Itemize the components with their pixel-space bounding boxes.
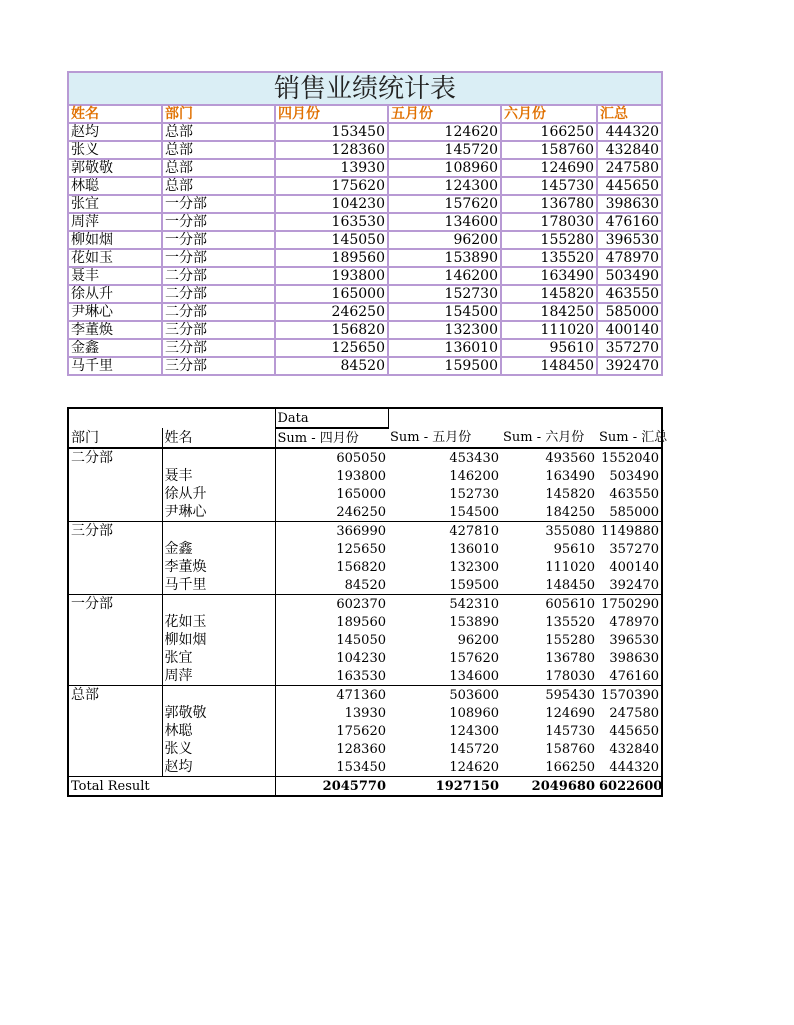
number-cell[interactable]: 193800 <box>275 467 388 485</box>
number-cell[interactable]: 145730 <box>501 177 597 195</box>
number-cell[interactable]: 136780 <box>501 195 597 213</box>
text-cell[interactable]: 张义 <box>68 141 162 159</box>
subtotal-cell[interactable]: 493560 <box>545 450 595 466</box>
number-cell[interactable]: 159500 <box>388 357 501 375</box>
number-cell[interactable]: 153890 <box>449 614 499 630</box>
blank-cell[interactable] <box>68 467 162 485</box>
name-cell[interactable]: 花如玉 <box>162 613 275 631</box>
text-cell[interactable]: 三分部 <box>162 321 275 339</box>
blank-cell[interactable] <box>68 740 162 758</box>
number-cell[interactable]: 128360 <box>275 740 388 758</box>
number-cell[interactable]: 145730 <box>545 723 595 739</box>
grand-total-cell[interactable]: 2045770 <box>275 777 388 797</box>
number-cell[interactable]: 444320 <box>609 759 660 775</box>
column-header[interactable]: 五月份 <box>388 105 501 123</box>
number-cell[interactable]: 148450 <box>545 577 595 593</box>
number-cell[interactable]: 145820 <box>501 285 597 303</box>
subtotal-cell[interactable]: 1149880 <box>597 522 662 541</box>
number-cell[interactable]: 124300 <box>449 723 499 739</box>
name-cell[interactable]: 柳如烟 <box>162 631 275 649</box>
text-cell[interactable]: 金鑫 <box>68 339 162 357</box>
subtotal-cell[interactable]: 1552040 <box>601 450 660 466</box>
number-cell[interactable]: 153450 <box>275 758 388 777</box>
name-cell[interactable]: 林聪 <box>162 722 275 740</box>
number-cell[interactable]: 155280 <box>545 632 595 648</box>
number-cell[interactable]: 104230 <box>275 649 388 667</box>
pivot-item-row <box>68 631 662 649</box>
number-cell[interactable]: 148450 <box>501 357 597 375</box>
text-cell[interactable]: 聂丰 <box>68 267 162 285</box>
pivot-column-header[interactable]: Sum - 六月份 <box>501 428 597 448</box>
number-cell[interactable]: 158760 <box>501 141 597 159</box>
name-cell[interactable]: 徐从升 <box>162 485 275 503</box>
number-cell[interactable]: 95610 <box>501 339 597 357</box>
name-cell[interactable]: 郭敬敬 <box>162 704 275 722</box>
number-cell[interactable]: 585000 <box>597 303 662 321</box>
column-header[interactable]: 汇总 <box>597 105 662 123</box>
pivot-item-row <box>68 613 662 631</box>
name-cell[interactable]: 周萍 <box>162 667 275 686</box>
subtotal-cell[interactable]: 1750290 <box>597 595 662 614</box>
blank-cell[interactable] <box>68 613 162 631</box>
text-cell[interactable]: 一分部 <box>162 249 275 267</box>
name-cell[interactable]: 金鑫 <box>162 540 275 558</box>
number-cell[interactable]: 132300 <box>449 559 499 575</box>
column-header[interactable]: 六月份 <box>501 105 597 123</box>
number-cell[interactable]: 145050 <box>275 631 388 649</box>
number-cell[interactable]: 165000 <box>275 285 388 303</box>
pivot-data-row <box>68 408 662 428</box>
text-cell[interactable]: 二分部 <box>162 303 275 321</box>
number-cell[interactable]: 392470 <box>597 357 662 375</box>
number-cell[interactable]: 398630 <box>609 650 660 666</box>
table-row <box>68 123 662 141</box>
number-cell[interactable]: 13930 <box>275 704 388 722</box>
number-cell[interactable]: 178030 <box>501 213 597 231</box>
number-cell[interactable]: 136010 <box>388 339 501 357</box>
text-cell[interactable]: 一分部 <box>162 213 275 231</box>
blank-cell[interactable] <box>68 558 162 576</box>
number-cell[interactable]: 178030 <box>545 668 595 684</box>
blank-cell[interactable] <box>162 448 275 467</box>
number-cell[interactable]: 400140 <box>597 321 662 339</box>
number-cell[interactable]: 247580 <box>609 705 660 721</box>
number-cell[interactable]: 157620 <box>388 195 501 213</box>
sales-table <box>67 71 663 376</box>
number-cell[interactable]: 152730 <box>388 285 501 303</box>
number-cell[interactable]: 156820 <box>275 321 388 339</box>
number-cell[interactable]: 153450 <box>275 123 388 141</box>
pivot-group-row <box>68 522 662 541</box>
subtotal-cell[interactable]: 503600 <box>388 686 501 705</box>
text-cell[interactable]: 总部 <box>162 141 275 159</box>
text-cell[interactable]: 总部 <box>162 159 275 177</box>
table-row <box>68 339 662 357</box>
number-cell[interactable]: 153890 <box>388 249 501 267</box>
pivot-item-row <box>68 485 662 503</box>
number-cell[interactable]: 145720 <box>449 741 499 757</box>
number-cell[interactable]: 128360 <box>275 141 388 159</box>
text-cell[interactable]: 三分部 <box>162 357 275 375</box>
number-cell[interactable]: 432840 <box>609 741 660 757</box>
number-cell[interactable]: 145720 <box>388 141 501 159</box>
text-cell[interactable]: 二分部 <box>162 267 275 285</box>
number-cell[interactable]: 96200 <box>457 632 499 648</box>
blank-cell[interactable] <box>68 649 162 667</box>
blank-cell[interactable] <box>68 540 162 558</box>
pivot-column-header[interactable]: Sum - 五月份 <box>388 428 501 448</box>
pivot-item-row <box>68 758 662 777</box>
name-cell[interactable]: 张宜 <box>162 649 275 667</box>
text-cell[interactable]: 林聪 <box>68 177 162 195</box>
number-cell[interactable]: 95610 <box>553 541 595 557</box>
blank-cell[interactable] <box>68 758 162 777</box>
grand-total-cell[interactable]: 1927150 <box>388 777 501 797</box>
name-cell[interactable]: 马千里 <box>162 576 275 595</box>
number-cell[interactable]: 246250 <box>275 503 388 522</box>
number-cell[interactable]: 84520 <box>275 576 388 595</box>
number-cell[interactable]: 247580 <box>597 159 662 177</box>
pivot-column-header[interactable]: 部门 <box>68 428 162 448</box>
pivot-total-row <box>68 777 662 797</box>
number-cell[interactable]: 125650 <box>275 339 388 357</box>
number-cell[interactable]: 135520 <box>545 614 595 630</box>
text-cell[interactable]: 马千里 <box>68 357 162 375</box>
number-cell[interactable]: 189560 <box>275 249 388 267</box>
subtotal-cell[interactable]: 453430 <box>449 450 499 466</box>
number-cell[interactable]: 163490 <box>501 267 597 285</box>
blank-cell[interactable] <box>68 408 275 428</box>
pivot-table <box>67 407 668 797</box>
table-row <box>68 231 662 249</box>
number-cell[interactable]: 155280 <box>501 231 597 249</box>
name-cell[interactable]: 张义 <box>162 740 275 758</box>
number-cell[interactable]: 159500 <box>449 577 499 593</box>
dept-cell[interactable]: 一分部 <box>68 595 162 614</box>
pivot-column-header[interactable]: 姓名 <box>162 428 275 448</box>
number-cell[interactable]: 189560 <box>275 613 388 631</box>
blank-cell[interactable] <box>68 667 162 686</box>
blank-cell[interactable] <box>388 408 662 428</box>
number-cell[interactable]: 136780 <box>545 650 595 666</box>
number-cell[interactable]: 124690 <box>501 159 597 177</box>
number-cell[interactable]: 134600 <box>449 668 499 684</box>
grand-total-cell[interactable]: 2049680 <box>501 777 597 797</box>
number-cell[interactable]: 503490 <box>609 468 660 484</box>
text-cell[interactable]: 一分部 <box>162 231 275 249</box>
number-cell[interactable]: 357270 <box>597 339 662 357</box>
column-header[interactable]: 姓名 <box>68 105 162 123</box>
number-cell[interactable]: 503490 <box>597 267 662 285</box>
pivot-item-row <box>68 667 662 686</box>
number-cell[interactable]: 124690 <box>545 705 595 721</box>
number-cell[interactable]: 357270 <box>609 541 660 557</box>
data-label[interactable]: Data <box>275 408 388 428</box>
subtotal-cell[interactable]: 605050 <box>275 448 388 467</box>
table-row <box>68 213 662 231</box>
number-cell[interactable]: 193800 <box>275 267 388 285</box>
pivot-group-row <box>68 686 662 705</box>
number-cell[interactable]: 396530 <box>597 231 662 249</box>
blank-cell[interactable] <box>68 503 162 522</box>
number-cell[interactable]: 398630 <box>597 195 662 213</box>
number-cell[interactable]: 135520 <box>501 249 597 267</box>
number-cell[interactable]: 145820 <box>545 486 595 502</box>
text-cell[interactable]: 三分部 <box>162 339 275 357</box>
number-cell[interactable]: 463550 <box>609 486 660 502</box>
table-row <box>68 267 662 285</box>
number-cell[interactable]: 246250 <box>275 303 388 321</box>
text-cell[interactable]: 总部 <box>162 123 275 141</box>
number-cell[interactable]: 134600 <box>388 213 501 231</box>
pivot-column-header[interactable]: Sum - 四月份 <box>275 428 388 448</box>
subtotal-cell[interactable]: 542310 <box>388 595 501 614</box>
pivot-header-row <box>68 428 662 448</box>
number-cell[interactable]: 175620 <box>275 177 388 195</box>
text-cell[interactable]: 柳如烟 <box>68 231 162 249</box>
table-row <box>68 357 662 375</box>
number-cell[interactable]: 463550 <box>597 285 662 303</box>
subtotal-cell[interactable]: 471360 <box>275 686 388 705</box>
text-cell[interactable]: 张宜 <box>68 195 162 213</box>
blank-cell[interactable] <box>68 704 162 722</box>
table-row <box>68 303 662 321</box>
number-cell[interactable]: 154500 <box>388 303 501 321</box>
number-cell[interactable]: 84520 <box>275 357 388 375</box>
text-cell[interactable]: 总部 <box>162 177 275 195</box>
number-cell[interactable]: 154500 <box>449 504 499 520</box>
number-cell[interactable]: 156820 <box>275 558 388 576</box>
number-cell[interactable]: 478970 <box>609 614 660 630</box>
number-cell[interactable]: 476160 <box>609 668 660 684</box>
pivot-group-row <box>68 595 662 614</box>
number-cell[interactable]: 445650 <box>597 177 662 195</box>
number-cell[interactable]: 124620 <box>388 123 501 141</box>
table-row <box>68 249 662 267</box>
table-row <box>68 159 662 177</box>
number-cell[interactable]: 125650 <box>275 540 388 558</box>
number-cell[interactable]: 124300 <box>388 177 501 195</box>
text-cell[interactable]: 尹琳心 <box>68 303 162 321</box>
number-cell[interactable]: 108960 <box>449 705 499 721</box>
number-cell[interactable]: 108960 <box>388 159 501 177</box>
number-cell[interactable]: 166250 <box>545 759 595 775</box>
number-cell[interactable]: 392470 <box>609 577 660 593</box>
pivot-item-row <box>68 576 662 595</box>
title-row <box>68 72 662 105</box>
number-cell[interactable]: 445650 <box>609 723 660 739</box>
table-row <box>68 285 662 303</box>
subtotal-cell[interactable]: 605610 <box>501 595 597 614</box>
number-cell[interactable]: 163530 <box>275 667 388 686</box>
name-cell[interactable]: 聂丰 <box>162 467 275 485</box>
pivot-item-row <box>68 704 662 722</box>
number-cell[interactable]: 444320 <box>597 123 662 141</box>
blank-cell[interactable] <box>162 686 275 705</box>
column-header[interactable]: 部门 <box>162 105 275 123</box>
subtotal-cell[interactable]: 595430 <box>501 686 597 705</box>
table-row <box>68 141 662 159</box>
subtotal-cell[interactable]: 427810 <box>388 522 501 541</box>
number-cell[interactable]: 184250 <box>545 504 595 520</box>
number-cell[interactable]: 432840 <box>597 141 662 159</box>
blank-cell[interactable] <box>68 631 162 649</box>
number-cell[interactable]: 132300 <box>388 321 501 339</box>
pivot-item-row <box>68 722 662 740</box>
number-cell[interactable]: 104230 <box>275 195 388 213</box>
text-cell[interactable]: 李董焕 <box>68 321 162 339</box>
number-cell[interactable]: 157620 <box>449 650 499 666</box>
column-header[interactable]: 四月份 <box>275 105 388 123</box>
dept-cell[interactable]: 二分部 <box>71 450 113 466</box>
subtotal-cell[interactable]: 1570390 <box>597 686 662 705</box>
number-cell[interactable]: 400140 <box>609 559 660 575</box>
number-cell[interactable]: 163530 <box>275 213 388 231</box>
blank-cell[interactable] <box>162 595 275 614</box>
pivot-item-row <box>68 467 662 485</box>
table-row <box>68 321 662 339</box>
number-cell[interactable]: 158760 <box>545 741 595 757</box>
pivot-item-row <box>68 649 662 667</box>
text-cell[interactable]: 徐从升 <box>68 285 162 303</box>
text-cell[interactable]: 赵均 <box>68 123 162 141</box>
number-cell[interactable]: 124620 <box>449 759 499 775</box>
number-cell[interactable]: 476160 <box>597 213 662 231</box>
text-cell[interactable]: 二分部 <box>162 285 275 303</box>
number-cell[interactable]: 478970 <box>597 249 662 267</box>
number-cell[interactable]: 145050 <box>275 231 388 249</box>
text-cell[interactable]: 郭敬敬 <box>68 159 162 177</box>
number-cell[interactable]: 163490 <box>545 468 595 484</box>
blank-cell[interactable] <box>68 485 162 503</box>
grand-total-cell[interactable]: 6022600 <box>597 777 662 797</box>
number-cell[interactable]: 13930 <box>275 159 388 177</box>
number-cell[interactable]: 136010 <box>449 541 499 557</box>
number-cell[interactable]: 111020 <box>545 559 595 575</box>
name-cell[interactable]: 李董焕 <box>162 558 275 576</box>
number-cell[interactable]: 96200 <box>388 231 501 249</box>
pivot-item-row <box>68 740 662 758</box>
dept-cell[interactable]: 总部 <box>68 686 162 705</box>
pivot-item-row <box>68 503 662 522</box>
table-title[interactable]: 销售业绩统计表 <box>68 72 662 105</box>
blank-cell[interactable] <box>68 722 162 740</box>
text-cell[interactable]: 一分部 <box>162 195 275 213</box>
pivot-column-header[interactable]: Sum - 汇总 <box>597 428 662 448</box>
number-cell[interactable]: 184250 <box>501 303 597 321</box>
pivot-group-row <box>68 448 662 467</box>
number-cell[interactable]: 146200 <box>388 267 501 285</box>
table-row <box>68 177 662 195</box>
number-cell[interactable]: 152730 <box>449 486 499 502</box>
number-cell[interactable]: 146200 <box>449 468 499 484</box>
name-cell[interactable]: 尹琳心 <box>162 503 275 522</box>
table-row <box>68 195 662 213</box>
text-cell[interactable]: 周萍 <box>68 213 162 231</box>
pivot-item-row <box>68 540 662 558</box>
text-cell[interactable]: 花如玉 <box>68 249 162 267</box>
subtotal-cell[interactable]: 602370 <box>275 595 388 614</box>
number-cell[interactable]: 175620 <box>275 722 388 740</box>
subtotal-cell[interactable]: 355080 <box>501 522 597 541</box>
dept-cell[interactable]: 三分部 <box>68 522 162 541</box>
number-cell[interactable]: 166250 <box>501 123 597 141</box>
number-cell[interactable]: 396530 <box>609 632 660 648</box>
number-cell[interactable]: 585000 <box>609 504 660 520</box>
subtotal-cell[interactable]: 366990 <box>275 522 388 541</box>
number-cell[interactable]: 165000 <box>275 485 388 503</box>
total-label[interactable]: Total Result <box>68 777 275 797</box>
number-cell[interactable]: 111020 <box>501 321 597 339</box>
blank-cell[interactable] <box>68 576 162 595</box>
name-cell[interactable]: 赵均 <box>162 758 275 777</box>
pivot-item-row <box>68 558 662 576</box>
blank-cell[interactable] <box>162 522 275 541</box>
header-row <box>68 105 662 123</box>
